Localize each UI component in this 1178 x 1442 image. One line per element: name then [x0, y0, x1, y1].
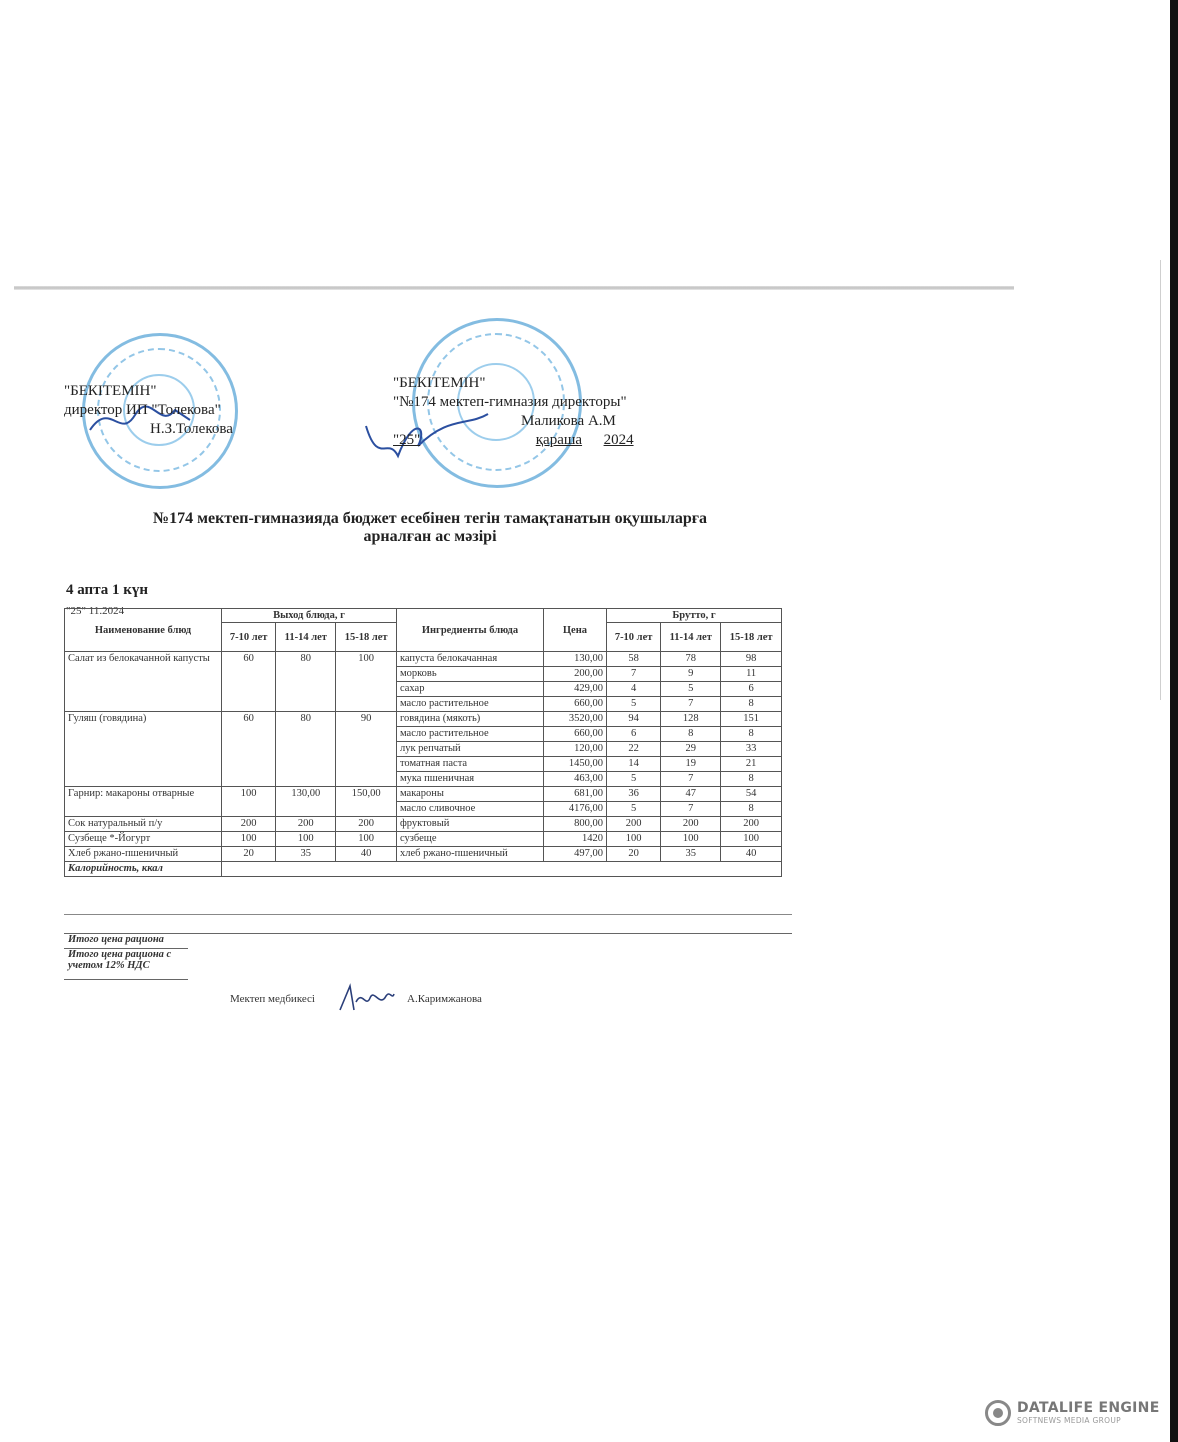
brutto-cell: 100	[661, 832, 721, 847]
week-day: 4 апта 1 күн	[66, 582, 149, 598]
brutto-cell: 7	[606, 667, 660, 682]
brutto-cell: 29	[661, 742, 721, 757]
dish-output-cell: 35	[276, 847, 336, 862]
dish-name: Сок натуральный п/у	[65, 817, 222, 832]
dish-output-cell: 100	[222, 787, 276, 817]
dish-output-cell: 60	[222, 652, 276, 712]
dish-output-cell: 200	[336, 817, 397, 832]
table-header-row	[65, 609, 782, 623]
calories-row	[65, 862, 782, 877]
brutto-cell: 19	[661, 757, 721, 772]
brutto-cell: 7	[661, 697, 721, 712]
approval-right-position: "№174 мектеп-гимназия директоры"	[393, 394, 627, 410]
ingredient-price: 463,00	[543, 772, 606, 787]
brutto-cell: 8	[721, 697, 782, 712]
ingredient-price: 1420	[543, 832, 606, 847]
total-vat-label: Итого цена рациона с учетом 12% НДС	[68, 949, 172, 971]
brutto-cell: 9	[661, 667, 721, 682]
scan-edge-line	[1160, 260, 1161, 700]
title-line-2: арналған ас мәзірі	[363, 528, 497, 545]
brutto-cell: 200	[661, 817, 721, 832]
menu-table	[64, 608, 782, 877]
approval-left-name: Н.З.Толекова	[150, 421, 233, 437]
ingredient-name: лук репчатый	[396, 742, 543, 757]
screen-edge	[1170, 0, 1178, 1442]
dish-output-cell: 20	[222, 847, 276, 862]
ingredient-name: масло растительное	[396, 697, 543, 712]
ingredient-name: капуста белокачанная	[396, 652, 543, 667]
header-b-age2: 11-14 лет	[661, 623, 721, 652]
ingredient-price: 497,00	[543, 847, 606, 862]
ingredient-name: масло сливочное	[396, 802, 543, 817]
table-row	[65, 787, 782, 802]
dish-name: Гарнир: макароны отварные	[65, 787, 222, 817]
brutto-cell: 54	[721, 787, 782, 802]
header-b-age3: 15-18 лет	[721, 623, 782, 652]
table-row	[65, 652, 782, 667]
ingredient-price: 3520,00	[543, 712, 606, 727]
brutto-cell: 8	[721, 802, 782, 817]
brutto-cell: 98	[721, 652, 782, 667]
approval-right-name: Маликова А.М	[521, 413, 616, 429]
menu-date: "25" 11.2024	[66, 605, 125, 617]
nurse-label: Мектеп медбикесі	[230, 993, 315, 1005]
brutto-cell: 5	[606, 802, 660, 817]
total-row	[64, 933, 792, 948]
dish-name: Салат из белокачанной капусты	[65, 652, 222, 712]
dish-output-cell: 40	[336, 847, 397, 862]
header-output: Выход блюда, г	[222, 609, 397, 623]
brutto-cell: 151	[721, 712, 782, 727]
brutto-cell: 21	[721, 757, 782, 772]
ingredient-price: 120,00	[543, 742, 606, 757]
ingredient-price: 429,00	[543, 682, 606, 697]
datalife-logo-icon	[985, 1400, 1011, 1426]
ingredient-name: говядина (мякоть)	[396, 712, 543, 727]
ingredient-name: томатная паста	[396, 757, 543, 772]
ingredient-name: мука пшеничная	[396, 772, 543, 787]
ingredient-price: 130,00	[543, 652, 606, 667]
dish-name: Сузбеще *-Йогурт	[65, 832, 222, 847]
total-vat-row	[64, 948, 188, 980]
brutto-cell: 20	[606, 847, 660, 862]
calories-value	[222, 862, 782, 877]
approval-left-title: "БЕКІТЕМІН"	[64, 383, 157, 399]
approval-left	[64, 382, 233, 439]
brutto-cell: 33	[721, 742, 782, 757]
dish-output-cell: 80	[276, 652, 336, 712]
calories-label: Калорийность, ккал	[65, 862, 222, 877]
ingredient-price: 1450,00	[543, 757, 606, 772]
title-line-1: №174 мектеп-гимназияда бюджет есебінен тегін тамақтанатын оқушыларға	[153, 510, 707, 527]
brutto-cell: 11	[721, 667, 782, 682]
approval-month: қараша	[535, 432, 583, 448]
nurse-signature	[336, 980, 396, 1016]
brutto-cell: 58	[606, 652, 660, 667]
brutto-cell: 47	[661, 787, 721, 802]
ingredient-price: 200,00	[543, 667, 606, 682]
dish-output-cell: 150,00	[336, 787, 397, 817]
brutto-cell: 200	[606, 817, 660, 832]
approval-right	[393, 374, 634, 450]
ingredient-price: 660,00	[543, 697, 606, 712]
brutto-cell: 4	[606, 682, 660, 697]
dish-name: Хлеб ржано-пшеничный	[65, 847, 222, 862]
ingredient-name: макароны	[396, 787, 543, 802]
table-row	[65, 832, 782, 847]
header-b-age1: 7-10 лет	[606, 623, 660, 652]
table-row	[65, 712, 782, 727]
ingredient-name: фруктовый	[396, 817, 543, 832]
brutto-cell: 128	[661, 712, 721, 727]
header-price: Цена	[543, 609, 606, 652]
ingredient-name: морковь	[396, 667, 543, 682]
brutto-cell: 6	[721, 682, 782, 697]
header-out-age3: 15-18 лет	[336, 623, 397, 652]
header-ingredients: Ингредиенты блюда	[396, 609, 543, 652]
total-label: Итого цена рациона	[68, 934, 164, 945]
dish-output-cell: 90	[336, 712, 397, 787]
brutto-cell: 36	[606, 787, 660, 802]
brutto-cell: 6	[606, 727, 660, 742]
dish-output-cell: 100	[336, 832, 397, 847]
brutto-cell: 40	[721, 847, 782, 862]
header-out-age1: 7-10 лет	[222, 623, 276, 652]
dish-output-cell: 100	[222, 832, 276, 847]
brutto-cell: 100	[721, 832, 782, 847]
approval-right-date	[393, 431, 634, 450]
watermark-title: DATALIFE ENGINE	[1017, 1400, 1160, 1416]
nurse-name: А.Каримжанова	[407, 993, 482, 1005]
ingredient-price: 681,00	[543, 787, 606, 802]
brutto-cell: 5	[606, 772, 660, 787]
dish-output-cell: 130,00	[276, 787, 336, 817]
ingredient-price: 800,00	[543, 817, 606, 832]
brutto-cell: 78	[661, 652, 721, 667]
table-row	[65, 817, 782, 832]
document-title	[80, 510, 780, 546]
ingredient-name: масло растительное	[396, 727, 543, 742]
ingredient-name: сузбеще	[396, 832, 543, 847]
dish-output-cell: 100	[276, 832, 336, 847]
menu-table-body	[65, 652, 782, 862]
brutto-cell: 8	[721, 772, 782, 787]
ingredient-price: 4176,00	[543, 802, 606, 817]
header-out-age2: 11-14 лет	[276, 623, 336, 652]
brutto-cell: 7	[661, 772, 721, 787]
brutto-cell: 22	[606, 742, 660, 757]
table-row	[65, 847, 782, 862]
watermark	[985, 1398, 1160, 1428]
brutto-cell: 100	[606, 832, 660, 847]
dish-name: Гуляш (говядина)	[65, 712, 222, 787]
totals-spacer-row	[64, 914, 792, 929]
header-brutto: Брутто, г	[606, 609, 781, 623]
brutto-cell: 35	[661, 847, 721, 862]
dish-output-cell: 200	[276, 817, 336, 832]
approval-year: 2024	[603, 432, 634, 448]
watermark-subtitle: SOFTNEWS MEDIA GROUP	[1017, 1416, 1121, 1425]
approval-day: "25"	[393, 432, 421, 448]
brutto-cell: 5	[661, 682, 721, 697]
dish-output-cell: 60	[222, 712, 276, 787]
totals-block	[64, 914, 792, 976]
header-dish: Наименование блюд	[65, 609, 222, 652]
scan-fold-line	[14, 286, 1014, 290]
approval-right-title: "БЕКІТЕМІН"	[393, 375, 486, 391]
ingredient-name: хлеб ржано-пшеничный	[396, 847, 543, 862]
approval-left-position: директор ИП "Толекова"	[64, 402, 221, 418]
ingredient-name: сахар	[396, 682, 543, 697]
brutto-cell: 5	[606, 697, 660, 712]
ingredient-price: 660,00	[543, 727, 606, 742]
brutto-cell: 200	[721, 817, 782, 832]
brutto-cell: 8	[661, 727, 721, 742]
dish-output-cell: 80	[276, 712, 336, 787]
brutto-cell: 8	[721, 727, 782, 742]
dish-output-cell: 200	[222, 817, 276, 832]
brutto-cell: 94	[606, 712, 660, 727]
dish-output-cell: 100	[336, 652, 397, 712]
brutto-cell: 7	[661, 802, 721, 817]
brutto-cell: 14	[606, 757, 660, 772]
